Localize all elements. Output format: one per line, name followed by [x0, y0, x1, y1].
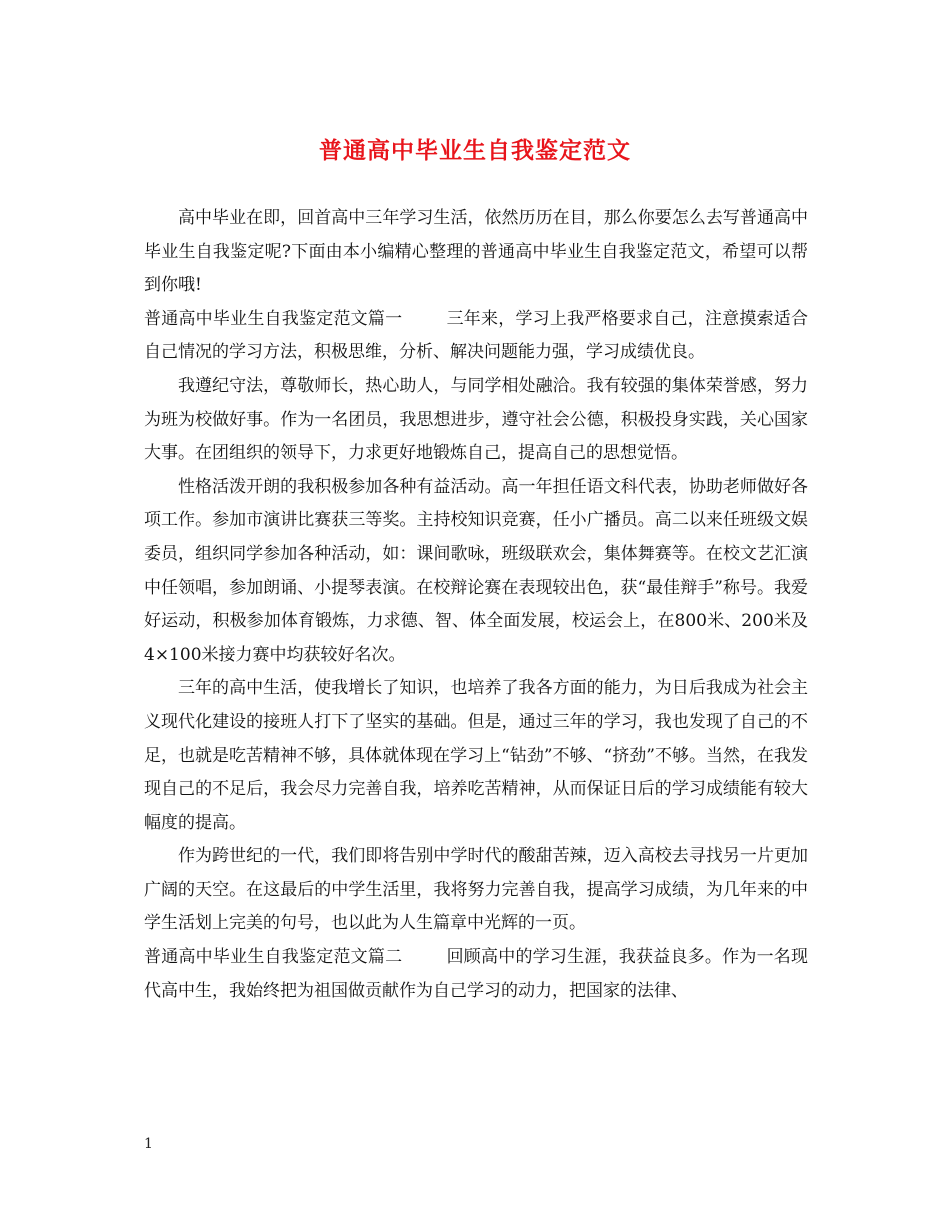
- section-1-heading: 普通高中毕业生自我鉴定范文篇一: [144, 308, 403, 329]
- document-body: [144, 202, 808, 1008]
- intro-paragraph: 高中毕业在即，回首高中三年学习生活，依然历历在目，那么你要怎么去写普通高中毕业生自我鉴定呢?下面由本小编精心整理的普通高中毕业生自我鉴定范文，希望可以帮到你哦!: [144, 208, 808, 296]
- section-2-paragraph: [144, 941, 808, 1008]
- section-2-heading: 普通高中毕业生自我鉴定范文篇二: [144, 947, 403, 968]
- body-paragraph: 我遵纪守法，尊敬师长，热心助人，与同学相处融洽。我有较强的集体荣誉感，努力为班为校做好事。作为一名团员，我思想进步，遵守社会公德，积极投身实践，关心国家大事。在团组织的领导下，力求更好地锻炼自己，提高自己的思想觉悟。: [144, 375, 808, 464]
- document-title: 普通高中毕业生自我鉴定范文: [319, 137, 631, 164]
- body-paragraph: 三年的高中生活，使我增长了知识，也培养了我各方面的能力，为日后我成为社会主义现代化建设的接班人打下了坚实的基础。但是，通过三年的学习，我也发现了自己的不足，也就是吃苦精神不够，具体就体现在学习上“钻劲”不够、“挤劲”不够。当然，在我发现自己的不足后，我会尽力完善自我，培养吃苦精神，从而保证日后的学习成绩能有较大幅度的提高。: [144, 678, 808, 833]
- body-paragraph: 性格活泼开朗的我积极参加各种有益活动。高一年担任语文科代表，协助老师做好各项工作。参加市演讲比赛获三等奖。主持校知识竞赛，任小广播员。高二以来任班级文娱委员，组织同学参加各种活动，如：课间歌咏，班级联欢会，集体舞赛等。在校文艺汇演中任领唱，参加朗诵、小提琴表演。在校辩论赛在表现较出色，获“最佳辩手”称号。我爱好运动，积极参加体育锻炼，力求德、智、体全面发展，校运会上，在800米、200米及4×100米接力赛中均获较好名次。: [144, 476, 808, 665]
- page-number: 1: [144, 1136, 153, 1152]
- section-2-first-text: 回顾高中的学习生涯，我获益良多。作为一名现代高中生，我始终把为祖国做贡献作为自己学习的动力，把国家的法律、: [144, 947, 809, 1001]
- section-1-paragraph: [144, 303, 808, 370]
- body-paragraph: 作为跨世纪的一代，我们即将告别中学时代的酸甜苦辣，迈入高校去寻找另一片更加广阔的天空。在这最后的中学生活里，我将努力完善自我，提高学习成绩，为几年来的中学生活划上完美的句号，也以此为人生篇章中光辉的一页。: [144, 846, 808, 934]
- section-1-first-text: 三年来，学习上我严格要求自己，注意摸索适合自己情况的学习方法，积极思维，分析、解决问题能力强，学习成绩优良。: [144, 308, 809, 363]
